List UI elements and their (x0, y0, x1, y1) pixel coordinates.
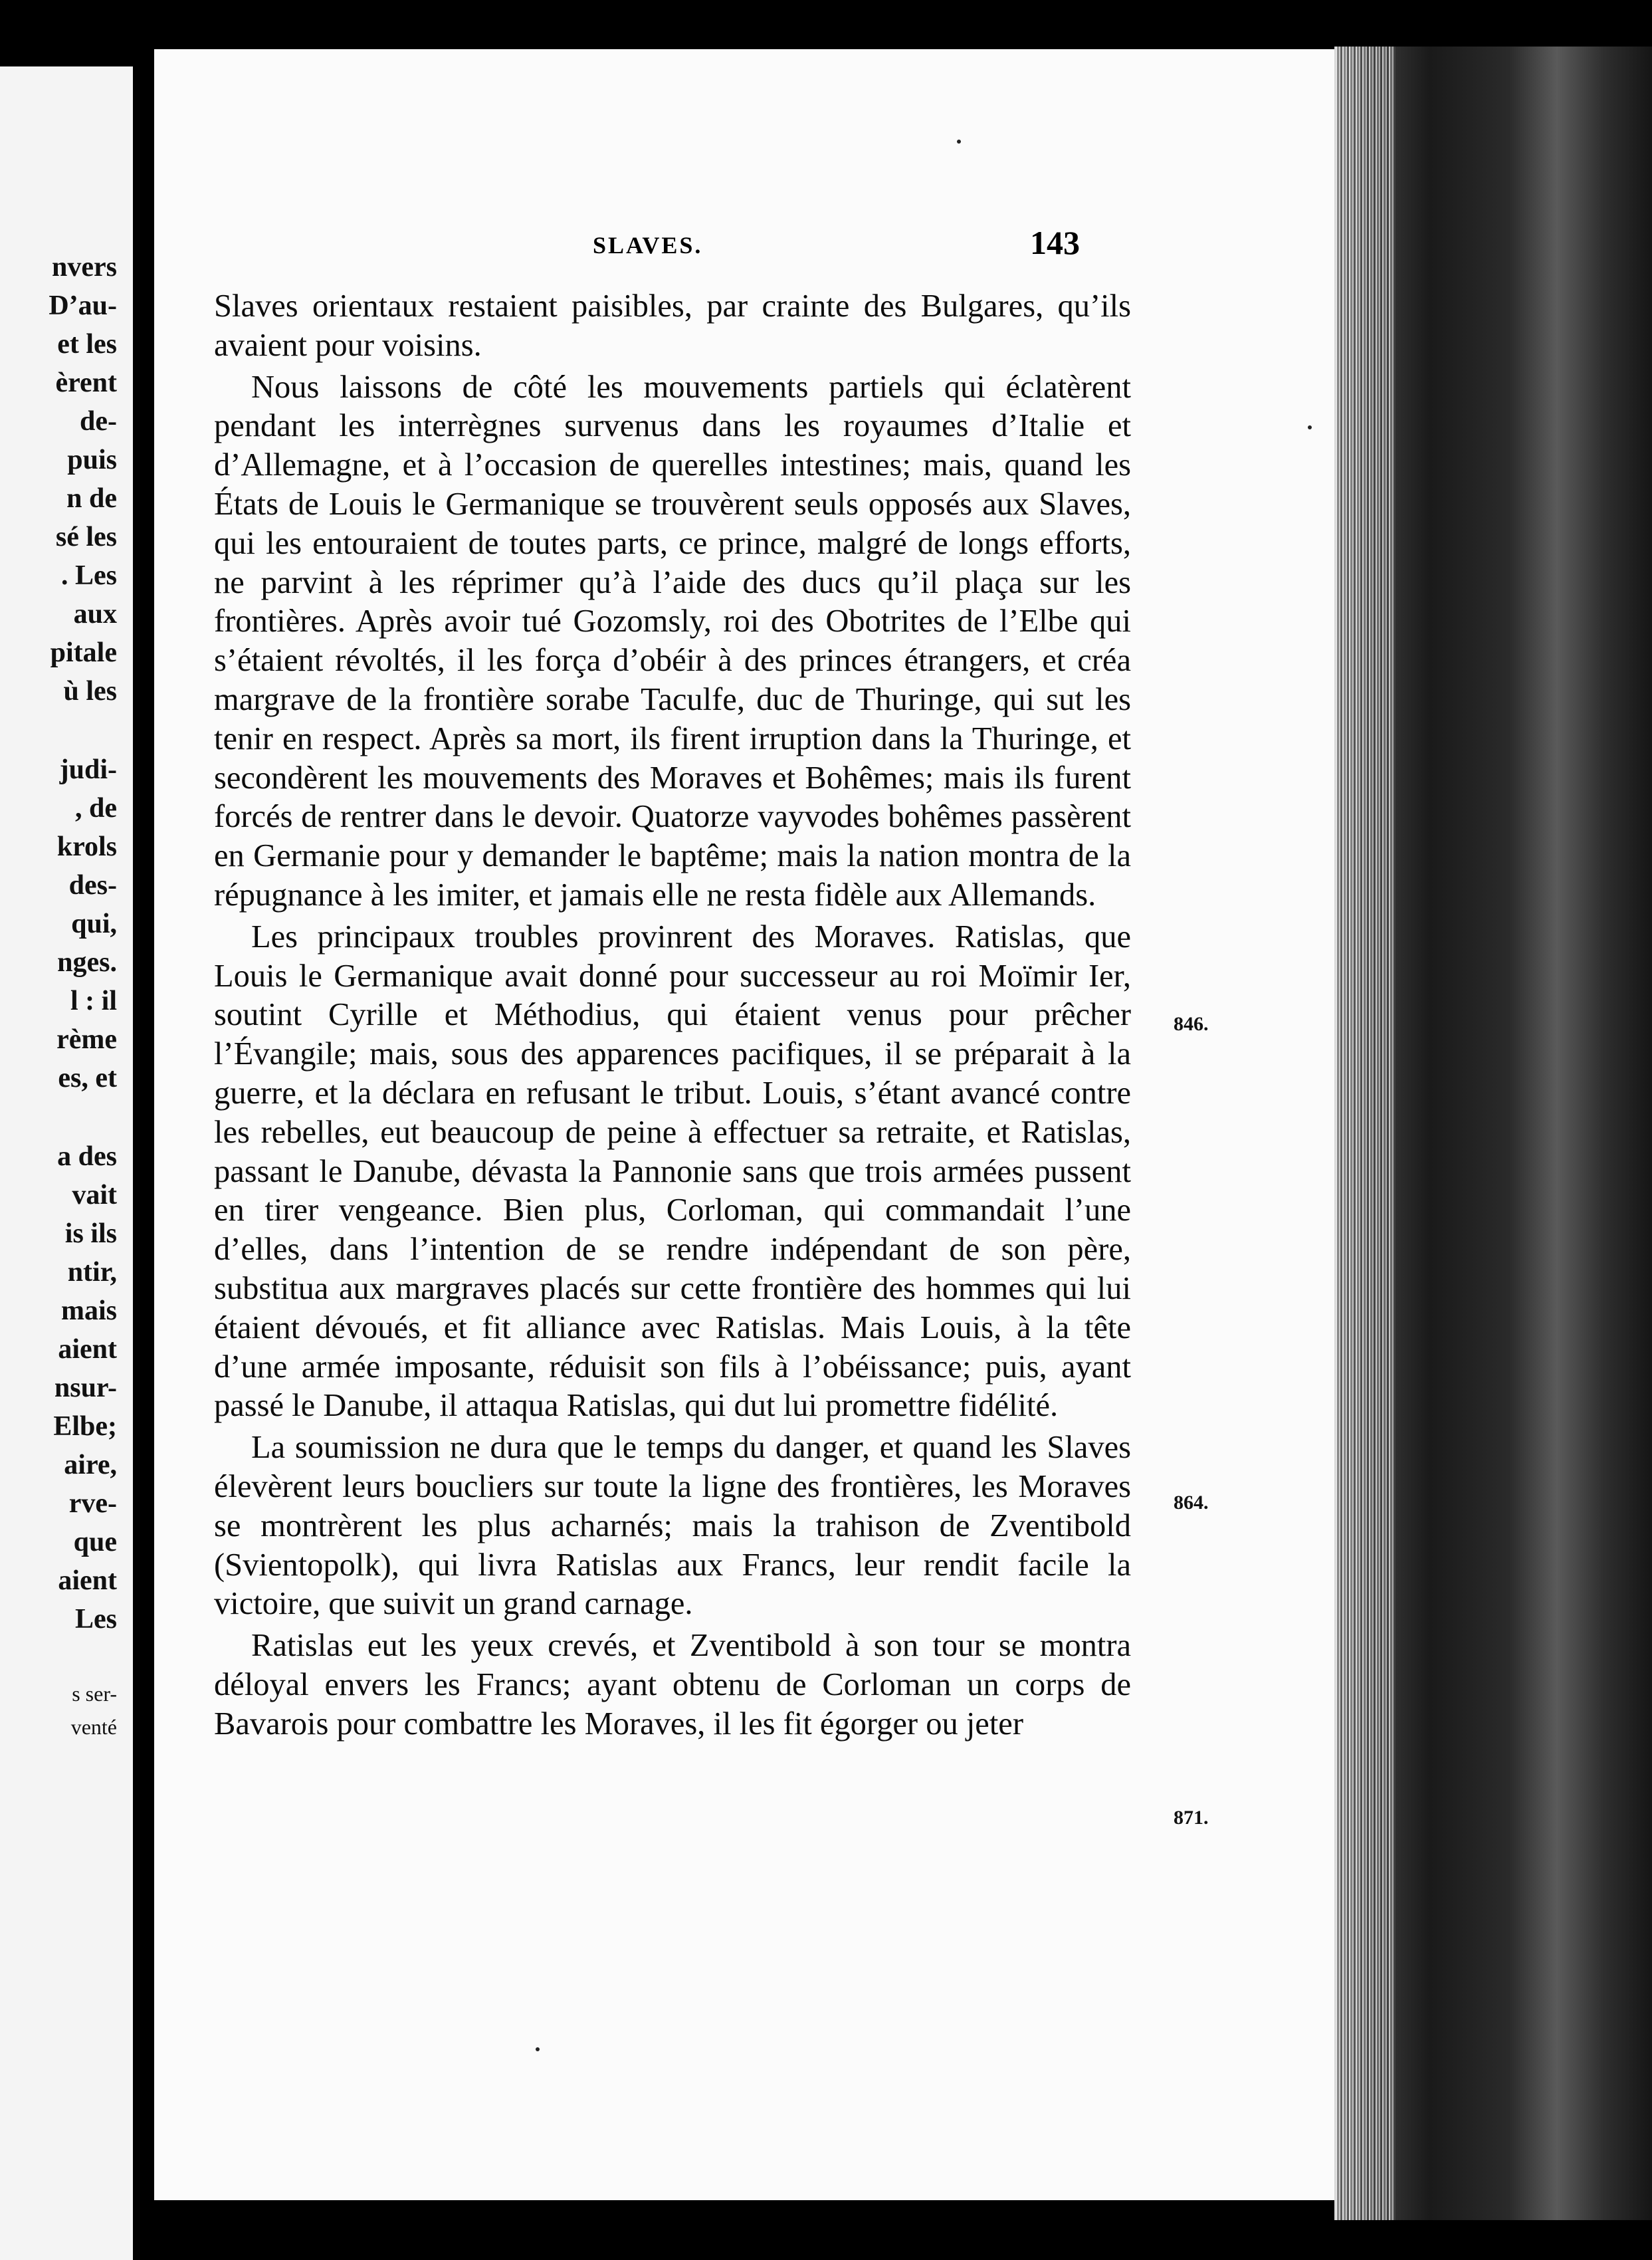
left-page-fragment: s ser- (72, 1682, 117, 1706)
left-page-fragment: mais (61, 1296, 117, 1326)
left-page-fragment: qui, (71, 909, 117, 939)
left-page (0, 66, 133, 2260)
left-page-fragment: rème (56, 1024, 117, 1055)
paragraph: La soumission ne dura que le temps du danger, et quand les Slaves élevèrent leurs boucliers sur toute la ligne des frontières, les Moraves se montrèrent les plus acharnés; mais la trahison de Zventibold (Svientopolk), qui livra Ratislas aux Francs, leur rendit facile la victoire, que suivit un grand carnage. (214, 1430, 1131, 1622)
running-title: SLAVES. (593, 232, 703, 259)
left-page-fragment: aient (58, 1334, 117, 1365)
left-page-fragment: et les (57, 329, 117, 360)
margin-note-date: 871. (1174, 1807, 1209, 1829)
left-page-fragment: des- (68, 870, 117, 901)
left-page-fragment: is ils (64, 1218, 117, 1249)
left-page-fragment: es, et (58, 1063, 117, 1093)
paragraph: Les principaux troubles provinrent des Moraves. Ratislas, que Louis le Germanique avait donné pour successeur au roi Moïmir Ier, soutint Cyrille et Méthodius, qui étaient venus pour prêcher l’Évangile; mais, sous des apparences pacifiques, il se préparait à la guerre, et la déclara en refusant le tribut. Louis, s’étant avancé contre les rebelles, eut beaucoup de peine à effectuer sa retraite, et Ratislas, passant le Danube, dévasta la Pannonie sans que trois armées pussent en tirer vengeance. Bien plus, Corloman, qui commandait l’une d’elles, dans l’intention de se rendre indépendant de son père, substitua aux margraves placés sur cette frontière des hommes qui lui étaient dévoués, et fit alliance avec Ratislas. Mais Louis, à la tête d’une armée imposante, réduisit son fils à l’obéissance; puis, ayant passé le Danube, il attaqua Ratislas, qui dut lui promettre fidélité. (214, 919, 1131, 1424)
left-page-fragment: ù les (63, 676, 117, 707)
paragraph: Slaves orientaux restaient paisibles, par crainte des Bulgares, qu’ils avaient pour voisins. (214, 288, 1131, 363)
print-speck (1308, 425, 1312, 429)
left-page-fragment: judi- (59, 754, 117, 785)
page-number: 143 (1030, 224, 1080, 261)
left-page-fragment: vait (72, 1180, 117, 1210)
left-page-fragment: venté (70, 1715, 117, 1739)
left-page-fragment: de- (80, 406, 117, 437)
left-page-fragment: n de (66, 483, 117, 514)
left-page-fragment: aire, (64, 1450, 117, 1480)
left-page-fragment: èrent (55, 368, 117, 398)
paragraph: Ratislas eut les yeux crevés, et Zventibold à son tour se montra déloyal envers les Francs; ayant obtenu de Corloman un corps de Bavarois pour combattre les Moraves, il les fit égorger ou jeter (214, 1628, 1131, 1742)
page-edges (1336, 47, 1395, 2220)
left-page-fragment: nges. (57, 947, 117, 978)
left-page-fragment: aient (58, 1565, 117, 1596)
print-speck (957, 140, 961, 144)
left-page-fragment: rve- (68, 1488, 117, 1519)
body-text (214, 287, 1131, 1744)
left-page-fragment: ntir, (67, 1257, 117, 1288)
left-page-fragment: , de (75, 793, 117, 824)
left-page-fragment: D’au- (49, 290, 117, 321)
left-page-fragment: a des (57, 1141, 117, 1172)
left-page-fragment: que (73, 1527, 117, 1557)
left-page-fragment: puis (67, 445, 117, 475)
left-page-fragment: aux (73, 599, 117, 629)
left-page-fragment: pitale (50, 637, 117, 668)
left-page-fragment: nsur- (54, 1373, 117, 1403)
print-speck (536, 2047, 540, 2051)
left-page-fragment: krols (56, 832, 117, 862)
left-page-fragment: sé les (55, 522, 117, 552)
margin-note-date: 864. (1174, 1492, 1209, 1514)
left-page-fragment: Les (75, 1604, 117, 1635)
left-page-fragment: Elbe; (53, 1411, 117, 1442)
margin-note-date: 846. (1174, 1013, 1209, 1035)
left-page-fragment: l : il (70, 986, 117, 1016)
left-page-fragment: nvers (52, 252, 117, 282)
left-page-fragment: . Les (61, 560, 117, 591)
paragraph: Nous laissons de côté les mouvements partiels qui éclatèrent pendant les interrègnes survenus dans les royaumes d’Italie et d’Allemagne, et à l’occasion de querelles intestines; mais, quand les États de Louis le Germanique se trouvèrent seuls opposés aux Slaves, qui les entouraient de toutes parts, ce prince, malgré de longs efforts, ne parvint à les réprimer qu’à l’aide des ducs qu’il plaça sur les frontières. Après avoir tué Gozomsly, roi des Obotrites de l’Elbe qui s’étaient révoltés, il les força d’obéir à des princes étrangers, et créa margrave de la frontière sorabe Taculfe, duc de Thuringe, qui sut les tenir en respect. Après sa mort, ils firent irruption dans la Thuringe, et secondèrent les mouvements des Moraves et Bohêmes; mais ils furent forcés de rentrer dans le devoir. Quatorze vayvodes bohêmes passèrent en Germanie pour y demander le baptême; mais la nation montra de la répugnance à les imiter, et jamais elle ne resta fidèle aux Allemands. (214, 369, 1131, 913)
